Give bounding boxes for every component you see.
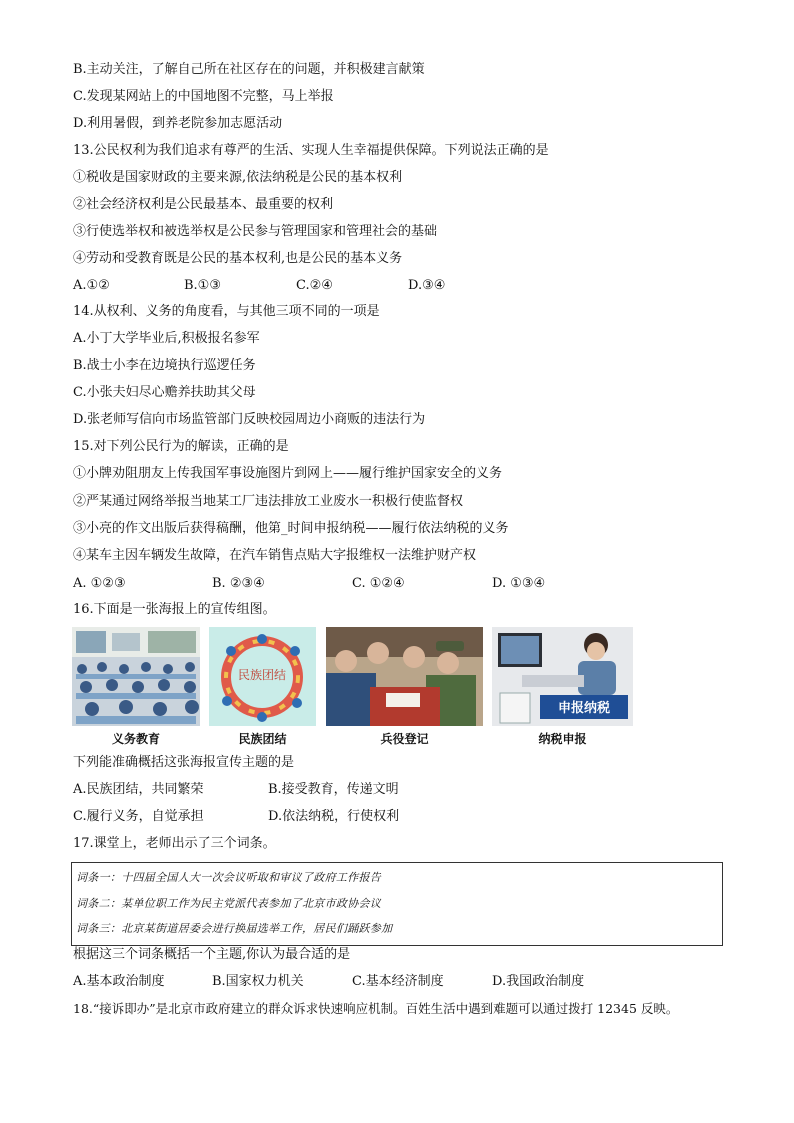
photo-ethnic-unity bbox=[209, 627, 316, 726]
entry-2: 词条二：某单位职工作为民主党派代表参加了北京市政协会议 bbox=[76, 897, 382, 910]
q17-option-a: A.基本政治制度 bbox=[73, 974, 165, 989]
caption-military-registration: 兵役登记 bbox=[380, 732, 429, 746]
q16-question-ask: 下列能准确概括这张海报宣传主题的是 bbox=[73, 755, 295, 770]
unity-art-text: 民族团结 bbox=[237, 668, 287, 682]
tax-sign-text: 申报纳税 bbox=[557, 701, 611, 716]
entry-1: 词条一：十四届全国人大一次会议听取和审议了政府工作报告 bbox=[76, 871, 382, 884]
q15-statement-4: ④某车主因车辆发生故障，在汽车销售点贴大字报维权一法维护财产权 bbox=[73, 548, 477, 563]
caption-tax-declaration: 纳税申报 bbox=[538, 732, 587, 746]
q14-option-c: C.小张夫妇尽心赡养扶助其父母 bbox=[73, 385, 256, 400]
caption-ethnic-unity: 民族团结 bbox=[238, 732, 287, 746]
q16-option-d: D.依法纳税，行使权利 bbox=[268, 809, 400, 824]
q15-statement-3: ③小亮的作文出版后获得稿酬，他第_时间申报纳税——履行依法纳税的义务 bbox=[73, 521, 509, 536]
line-b-community: B.主动关注，了解自己所在社区存在的问题，并积极建言献策 bbox=[73, 62, 425, 77]
photo-tax-declaration bbox=[492, 627, 633, 726]
question-13: 13.公民权利为我们追求有尊严的生活、实现人生幸福提供保障。下列说法正确的是 bbox=[73, 143, 549, 158]
q17-option-c: C.基本经济制度 bbox=[352, 974, 444, 989]
photo-military-registration bbox=[326, 627, 483, 726]
q16-option-c: C.履行义务，自觉承担 bbox=[73, 809, 204, 824]
q13-option-a: A.①② bbox=[73, 278, 110, 293]
caption-compulsory-education: 义务教育 bbox=[111, 732, 160, 746]
q15-statement-1: ①小牌劝阻朋友上传我国军事设施图片到网上——履行维护国家安全的义务 bbox=[73, 466, 503, 481]
q13-option-d: D.③④ bbox=[408, 278, 446, 293]
q13-statement-2: ②社会经济权利是公民最基本、最重要的权利 bbox=[73, 197, 334, 212]
q17-option-b: B.国家权力机关 bbox=[212, 974, 304, 989]
q17-option-d: D.我国政治制度 bbox=[492, 974, 585, 989]
q14-option-d: D.张老师写信向市场监管部门反映校园周边小商贩的违法行为 bbox=[73, 412, 426, 427]
photo-compulsory-education bbox=[72, 627, 200, 726]
q13-option-c: C.②④ bbox=[296, 278, 333, 293]
q16-option-a: A.民族团结，共同繁荣 bbox=[73, 782, 204, 797]
q14-option-a: A.小丁大学毕业后,积极报名参军 bbox=[73, 331, 260, 346]
question-15: 15.对下列公民行为的解读，正确的是 bbox=[73, 439, 289, 454]
q13-statement-3: ③行使选举权和被选举权是公民参与管理国家和管理社会的基础 bbox=[73, 224, 438, 239]
q14-option-b: B.战士小李在边境执行巡逻任务 bbox=[73, 358, 256, 373]
q13-option-b: B.①③ bbox=[184, 278, 221, 293]
line-c-map-report: C.发现某网站上的中国地图不完整，马上举报 bbox=[73, 89, 334, 104]
q13-statement-4: ④劳动和受教育既是公民的基本权利,也是公民的基本义务 bbox=[73, 251, 403, 266]
question-17: 17.课堂上，老师出示了三个词条。 bbox=[73, 836, 276, 851]
q13-statement-1: ①税收是国家财政的主要来源,依法纳税是公民的基本权利 bbox=[73, 170, 403, 185]
line-d-volunteer: D.利用暑假，到养老院参加志愿活动 bbox=[73, 116, 283, 131]
q15-option-b: B. ②③④ bbox=[212, 576, 265, 591]
q17-question-ask: 根据这三个词条概括一个主题,你认为最合适的是 bbox=[73, 947, 351, 962]
q15-option-c: C. ①②④ bbox=[352, 576, 405, 591]
entries-box bbox=[71, 862, 723, 946]
q15-option-a: A. ①②③ bbox=[73, 576, 126, 591]
question-16: 16.下面是一张海报上的宣传组图。 bbox=[73, 602, 276, 617]
question-18: 18.“接诉即办”是北京市政府建立的群众诉求快速响应机制。百姓生活中遇到难题可以通过拨打 12345 反映。 bbox=[73, 1001, 679, 1016]
entry-3: 词条三：北京某街道居委会进行换届选举工作，居民们踊跃参加 bbox=[76, 922, 393, 935]
q15-statement-2: ②严某通过网络举报当地某工厂违法排放工业废水一积极行使监督权 bbox=[73, 494, 464, 509]
q15-option-d: D. ①③④ bbox=[492, 576, 546, 591]
q16-option-b: B.接受教育，传递文明 bbox=[268, 782, 399, 797]
question-14: 14.从权利、义务的角度看，与其他三项不同的一项是 bbox=[73, 304, 380, 319]
